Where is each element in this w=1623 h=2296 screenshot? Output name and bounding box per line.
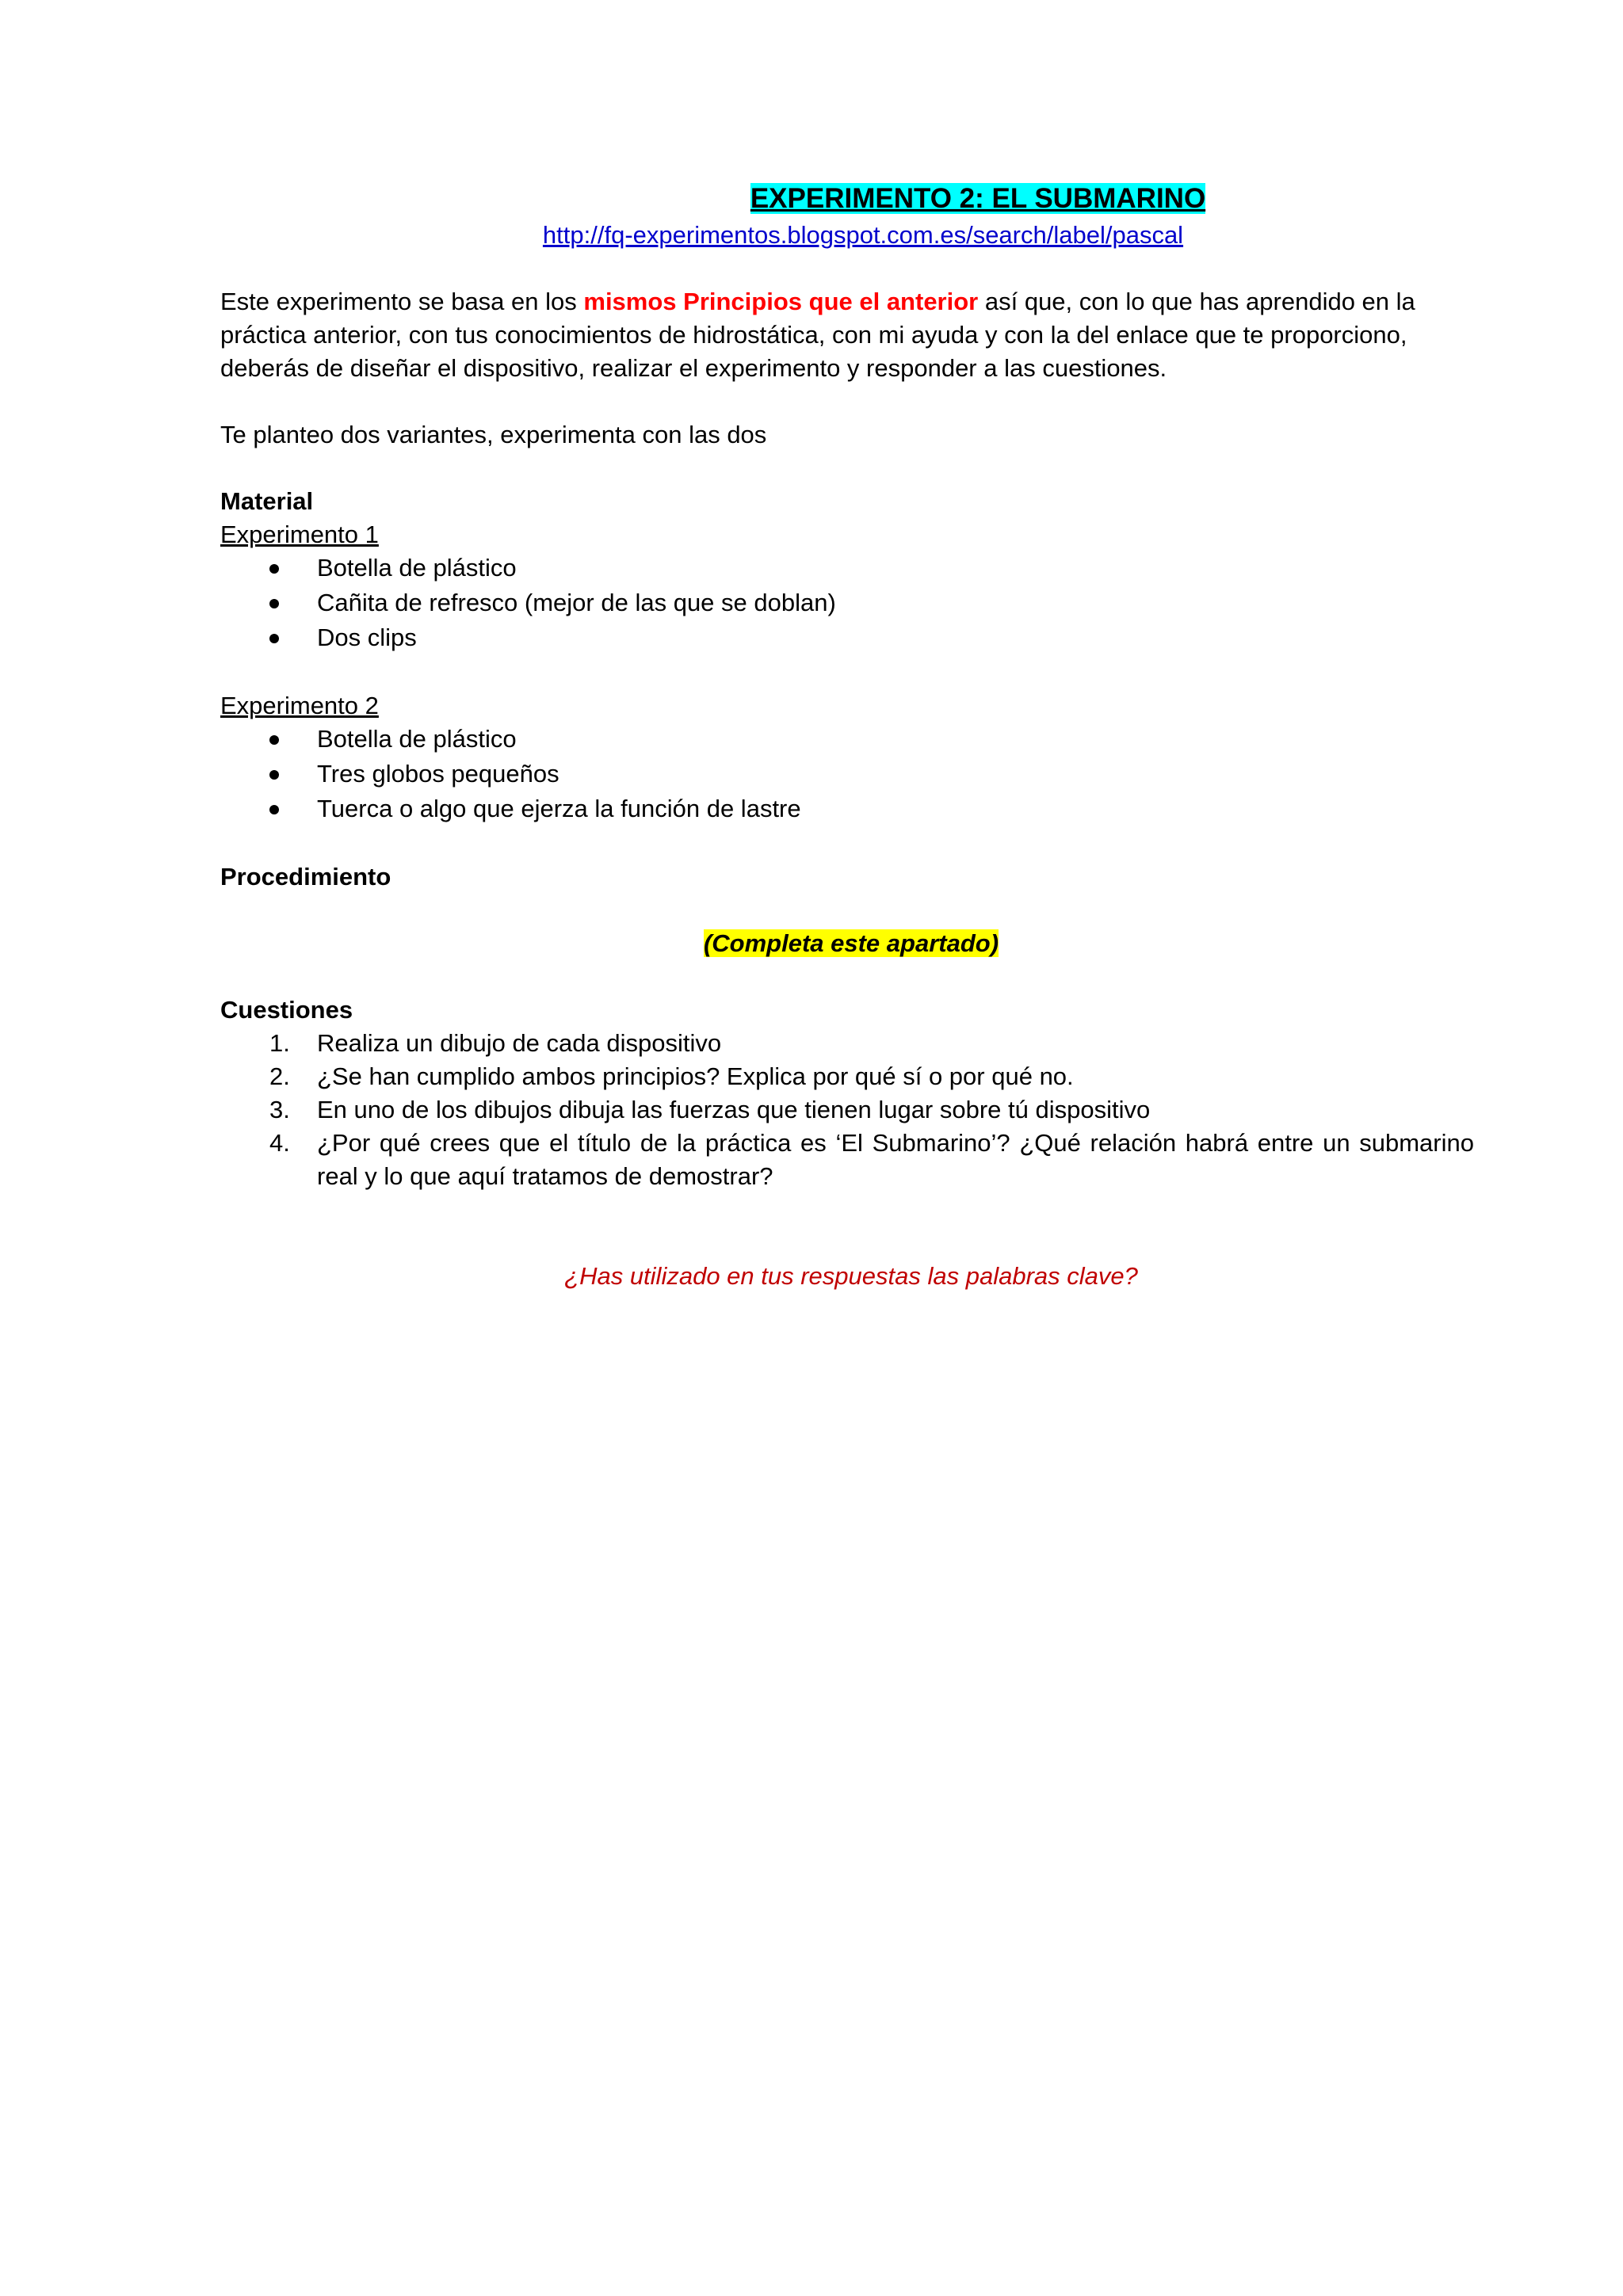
question-number: 1. xyxy=(269,1029,290,1057)
experiment2-list xyxy=(220,723,1474,827)
experiment1-heading: Experimento 1 xyxy=(220,521,379,548)
spacer xyxy=(220,894,1474,927)
reference-link[interactable]: http://fq-experimentos.blogspot.com.es/search/label/pascal xyxy=(542,221,1184,249)
question-number: 4. xyxy=(269,1129,290,1157)
list-item-text: Tuerca o algo que ejerza la función de lastre xyxy=(317,795,801,822)
title-line xyxy=(220,182,1474,219)
intro-paragraph xyxy=(220,285,1474,385)
bullet-icon xyxy=(269,564,279,574)
question-item xyxy=(220,1027,1474,1060)
question-item xyxy=(220,1127,1474,1193)
procedure-placeholder-line xyxy=(220,927,1474,960)
bullet-icon xyxy=(269,634,279,643)
intro-text-after: así que, con lo que has aprendido en la práctica anterior, con tus conocimientos de hidrostática, con mi ayuda y con la del enlace que te proporciono, deberás de diseñar el dispositivo, realizar el experimento y responder a las cuestiones. xyxy=(220,288,1415,382)
document-title: EXPERIMENTO 2: EL SUBMARINO xyxy=(750,183,1206,214)
experiment2-heading: Experimento 2 xyxy=(220,692,379,719)
question-text: Realiza un dibujo de cada dispositivo xyxy=(317,1029,722,1057)
procedure-placeholder: (Completa este apartado) xyxy=(703,929,999,957)
material-heading: Material xyxy=(220,487,314,515)
intro-text-before: Este experimento se basa en los xyxy=(220,288,584,315)
list-item-text: Cañita de refresco (mejor de las que se doblan) xyxy=(317,589,836,616)
spacer xyxy=(220,1193,1474,1260)
list-item-text: Botella de plástico xyxy=(317,554,517,582)
question-item xyxy=(220,1093,1474,1127)
list-item xyxy=(220,586,1474,621)
link-line xyxy=(220,219,1474,254)
list-item xyxy=(220,757,1474,792)
bullet-icon xyxy=(269,599,279,608)
question-text: ¿Se han cumplido ambos principios? Explica por qué sí o por qué no. xyxy=(317,1062,1074,1090)
bullet-icon xyxy=(269,735,279,745)
list-item xyxy=(220,792,1474,827)
bullet-icon xyxy=(269,805,279,814)
list-item xyxy=(220,621,1474,656)
document-page xyxy=(220,182,1474,1293)
list-item xyxy=(220,551,1474,586)
questions-heading: Cuestiones xyxy=(220,996,353,1024)
question-text: ¿Por qué crees que el título de la práctica es ‘El Submarino’? ¿Qué relación habrá entre un submarino real y lo que aquí tratamos de demostrar? xyxy=(317,1129,1474,1190)
list-item-text: Dos clips xyxy=(317,624,417,651)
experiment1-list xyxy=(220,551,1474,656)
questions-list xyxy=(220,1027,1474,1193)
spacer xyxy=(220,385,1474,418)
spacer xyxy=(220,827,1474,860)
procedure-heading: Procedimiento xyxy=(220,863,391,891)
question-text: En uno de los dibujos dibuja las fuerzas que tienen lugar sobre tú dispositivo xyxy=(317,1096,1151,1123)
list-item xyxy=(220,723,1474,757)
variants-text: Te planteo dos variantes, experimenta con las dos xyxy=(220,421,767,448)
question-number: 3. xyxy=(269,1096,290,1123)
question-number: 2. xyxy=(269,1062,290,1090)
spacer xyxy=(220,452,1474,485)
spacer xyxy=(220,656,1474,689)
spacer xyxy=(220,254,1474,285)
bullet-icon xyxy=(269,770,279,780)
intro-highlight: mismos Principios que el anterior xyxy=(583,288,979,315)
spacer xyxy=(220,960,1474,994)
list-item-text: Botella de plástico xyxy=(317,725,517,753)
question-item xyxy=(220,1060,1474,1093)
closing-question: ¿Has utilizado en tus respuestas las palabras clave? xyxy=(564,1262,1138,1290)
list-item-text: Tres globos pequeños xyxy=(317,760,559,788)
